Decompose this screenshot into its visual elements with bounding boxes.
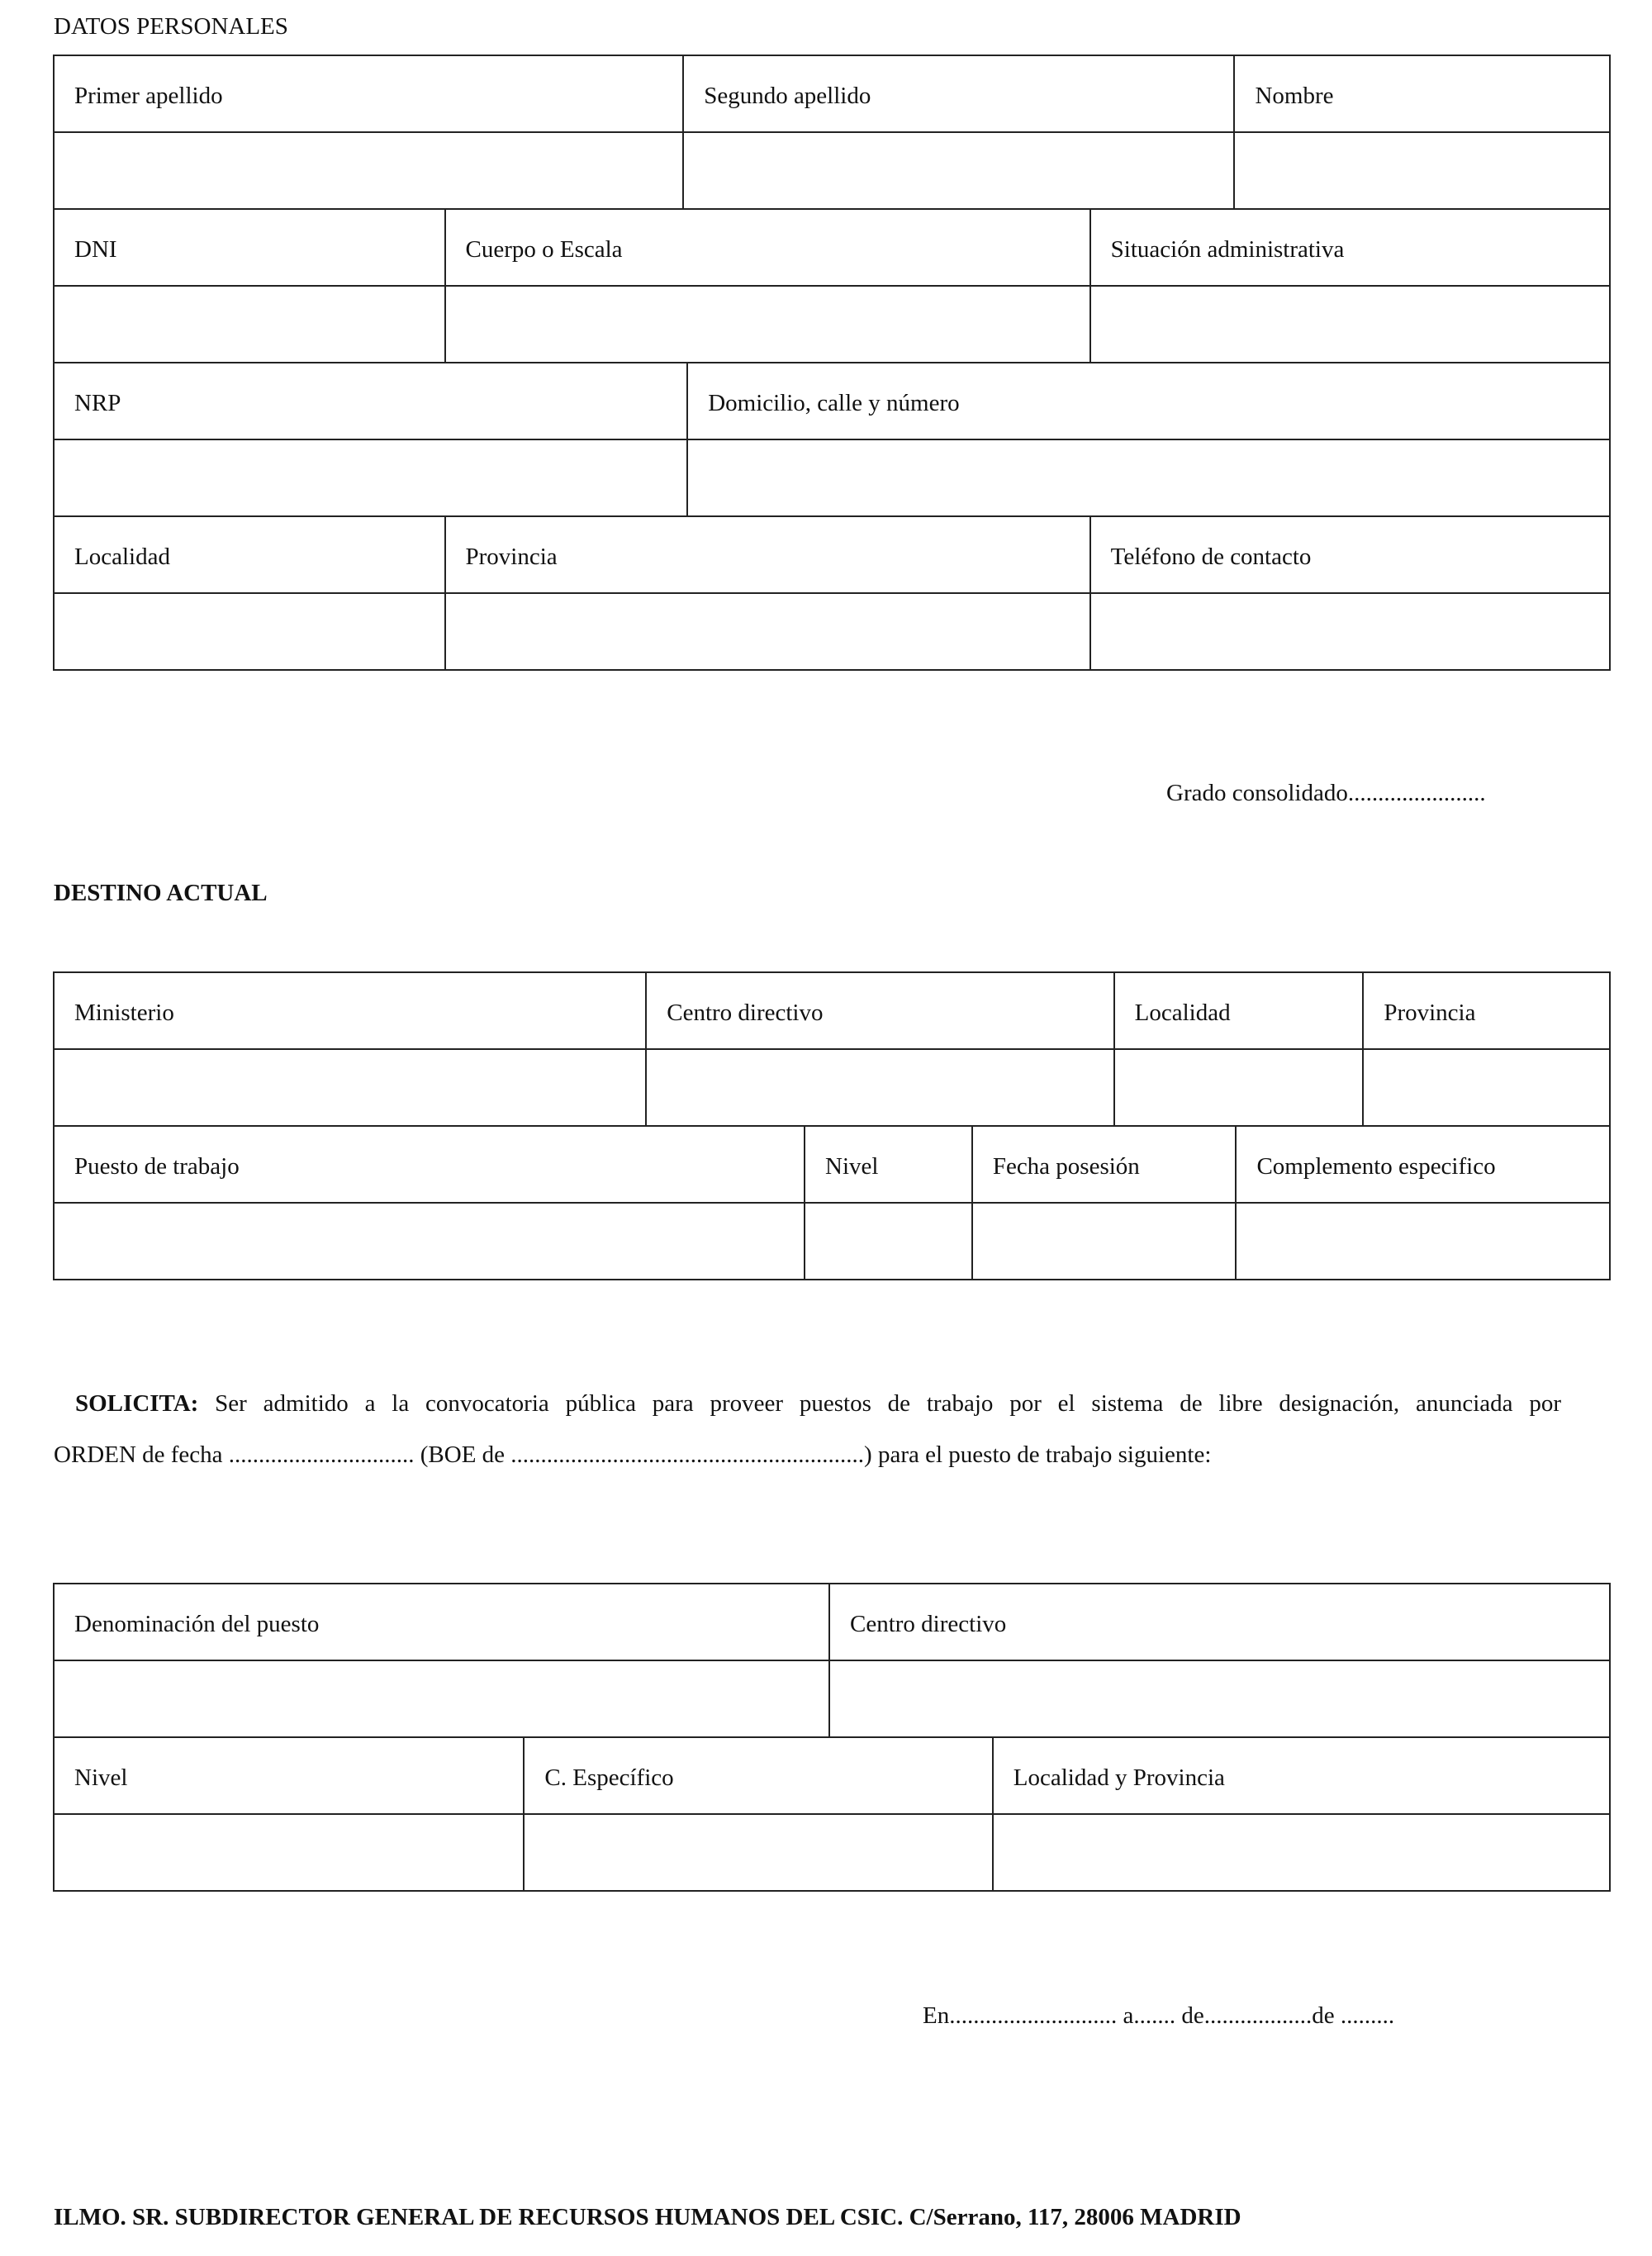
label-c-especifico: C. Específico <box>525 1738 993 1815</box>
section-title-destino: DESTINO ACTUAL <box>54 880 268 906</box>
label-cuerpo-escala: Cuerpo o Escala <box>446 210 1091 287</box>
c-especifico-field[interactable] <box>525 1815 993 1892</box>
label-primer-apellido: Primer apellido <box>55 56 684 133</box>
centro-directivo-field[interactable] <box>647 1050 1114 1127</box>
puesto-centro-directivo-field[interactable] <box>830 1661 1611 1738</box>
cuerpo-escala-field[interactable] <box>446 287 1091 363</box>
nivel-field[interactable] <box>805 1204 973 1280</box>
label-destino-localidad: Localidad <box>1115 973 1365 1050</box>
label-nrp: NRP <box>55 363 688 440</box>
situacion-administrativa-field[interactable] <box>1091 287 1611 363</box>
domicilio-field[interactable] <box>688 440 1611 517</box>
destino-actual-table <box>53 971 1611 1280</box>
label-situacion-administrativa: Situación administrativa <box>1091 210 1611 287</box>
provincia-field[interactable] <box>446 594 1091 671</box>
label-complemento-especifico: Complemento especifico <box>1237 1127 1611 1204</box>
dni-field[interactable] <box>55 287 446 363</box>
label-provincia: Provincia <box>446 517 1091 594</box>
puesto-nivel-field[interactable] <box>55 1815 525 1892</box>
label-nivel: Nivel <box>805 1127 973 1204</box>
puesto-trabajo-field[interactable] <box>55 1204 805 1280</box>
localidad-provincia-field[interactable] <box>994 1815 1611 1892</box>
fecha-posesion-field[interactable] <box>973 1204 1237 1280</box>
segundo-apellido-field[interactable] <box>684 133 1235 210</box>
label-denominacion-puesto: Denominación del puesto <box>55 1584 830 1661</box>
solicita-paragraph <box>54 1378 1561 1480</box>
label-localidad: Localidad <box>55 517 446 594</box>
solicita-line-2: ORDEN de fecha ............................... (BOE de ...........................................................) para el puesto de trabajo siguiente: <box>54 1441 1212 1468</box>
section-title-personal: DATOS PERSONALES <box>54 13 288 40</box>
label-fecha-posesion: Fecha posesión <box>973 1127 1237 1204</box>
solicita-line-1: SOLICITA: Ser admitido a la convocatoria pública para proveer puestos de trabajo por el sistema de libre designación, anunciada por <box>75 1390 1561 1417</box>
label-puesto-trabajo: Puesto de trabajo <box>55 1127 805 1204</box>
grado-consolidado: Grado consolidado....................... <box>1166 780 1486 806</box>
personal-data-table <box>53 55 1611 671</box>
footer-addressee: ILMO. SR. SUBDIRECTOR GENERAL DE RECURSOS HUMANOS DEL CSIC. C/Serrano, 117, 28006 MADRID <box>54 2204 1241 2230</box>
label-centro-directivo: Centro directivo <box>647 973 1114 1050</box>
label-puesto-nivel: Nivel <box>55 1738 525 1815</box>
primer-apellido-field[interactable] <box>55 133 684 210</box>
ministerio-field[interactable] <box>55 1050 647 1127</box>
telefono-field[interactable] <box>1091 594 1611 671</box>
nombre-field[interactable] <box>1235 133 1611 210</box>
complemento-especifico-field[interactable] <box>1237 1204 1611 1280</box>
label-puesto-centro-directivo: Centro directivo <box>830 1584 1611 1661</box>
label-nombre: Nombre <box>1235 56 1611 133</box>
destino-localidad-field[interactable] <box>1115 1050 1365 1127</box>
nrp-field[interactable] <box>55 440 688 517</box>
label-segundo-apellido: Segundo apellido <box>684 56 1235 133</box>
label-ministerio: Ministerio <box>55 973 647 1050</box>
label-domicilio: Domicilio, calle y número <box>688 363 1611 440</box>
label-localidad-provincia: Localidad y Provincia <box>994 1738 1611 1815</box>
label-destino-provincia: Provincia <box>1364 973 1611 1050</box>
destino-provincia-field[interactable] <box>1364 1050 1611 1127</box>
fecha-lugar-line: En............................ a....... de..................de ......... <box>923 2002 1395 2029</box>
localidad-field[interactable] <box>55 594 446 671</box>
label-dni: DNI <box>55 210 446 287</box>
label-telefono: Teléfono de contacto <box>1091 517 1611 594</box>
puesto-solicitado-table <box>53 1583 1611 1892</box>
solicita-label: SOLICITA: <box>75 1390 199 1417</box>
denominacion-puesto-field[interactable] <box>55 1661 830 1738</box>
